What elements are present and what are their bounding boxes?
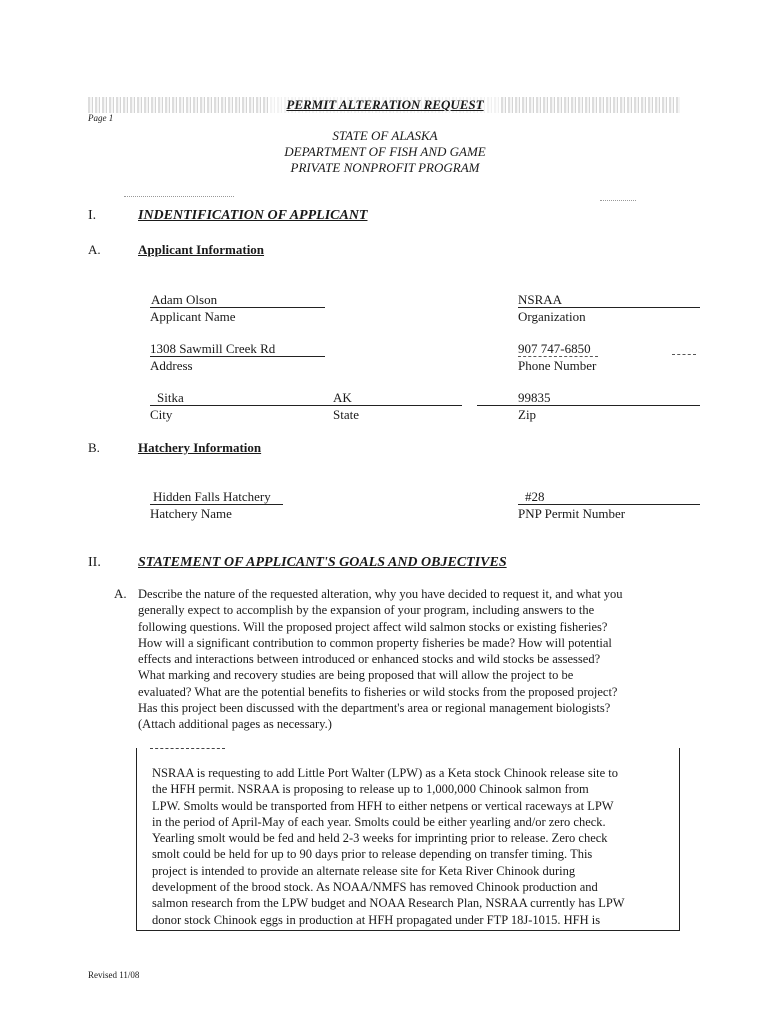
- zip-value: 99835: [518, 390, 551, 405]
- question-line: How will a significant contribution to common property fisheries be made? How will potential: [138, 635, 612, 650]
- address-label: Address: [150, 358, 193, 373]
- answer-line: LPW. Smolts would be transported from HFH to either netpens or vertical raceways at LPW: [152, 798, 614, 813]
- organization-label: Organization: [518, 309, 586, 324]
- applicant-name-line: [150, 307, 325, 308]
- question-line: (Attach additional pages as necessary.): [138, 717, 332, 732]
- hatchery-name-line: [150, 504, 283, 505]
- hatchery-name-value: Hidden Falls Hatchery: [153, 489, 271, 504]
- answer-line: in the period of April-May of each year. Smolts could be either yearling and/or zero check.: [152, 814, 606, 829]
- zip-label: Zip: [518, 407, 537, 422]
- revised-date: Revised 11/08: [88, 970, 140, 980]
- hatchery-info-heading: Hatchery Information: [138, 440, 262, 455]
- applicant-info-heading: Applicant Information: [138, 242, 265, 257]
- phone-line-tail: [672, 354, 696, 355]
- page-label: Page 1: [88, 113, 114, 123]
- section-1-title: INDENTIFICATION OF APPLICANT: [138, 208, 368, 223]
- organization-line: [518, 307, 700, 308]
- agency-line-1: STATE OF ALASKA: [332, 128, 438, 143]
- form-title: PERMIT ALTERATION REQUEST: [270, 97, 500, 113]
- permit-number-label: PNP Permit Number: [518, 506, 626, 521]
- answer-line: project is intended to provide an alternate release site for Keta River Chinook during: [152, 863, 576, 878]
- answer-box-top-mark: [150, 748, 225, 749]
- hatchery-name-label: Hatchery Name: [150, 506, 232, 521]
- organization-value: NSRAA: [518, 292, 563, 307]
- section-1a-letter: A.: [88, 242, 101, 257]
- answer-line: the HFH permit. NSRAA is proposing to release up to 1,000,000 Chinook salmon from: [152, 782, 589, 797]
- city-state-line: [150, 405, 462, 406]
- city-value: Sitka: [157, 390, 184, 405]
- question-paragraph: [138, 586, 678, 733]
- question-line: Describe the nature of the requested alteration, why you have decided to request it, and what you: [138, 587, 623, 601]
- answer-line: Yearling smolt would be fed and held 2-3 weeks for imprinting prior to release. Zero check: [152, 831, 608, 846]
- section-2a-letter: A.: [114, 586, 127, 601]
- permit-number-line: [518, 504, 700, 505]
- scan-dots-left: [124, 196, 234, 197]
- question-line: generally expect to accomplish by the expansion of your program, including answers to the: [138, 603, 595, 618]
- answer-line: development of the brood stock. As NOAA/NMFS has removed Chinook production and: [152, 880, 598, 895]
- applicant-name-value: Adam Olson: [151, 292, 218, 307]
- section-1-number: I.: [88, 208, 97, 223]
- permit-number-value: #28: [525, 489, 545, 504]
- question-line: following questions. Will the proposed project affect wild salmon stocks or existing fisheries?: [138, 619, 608, 634]
- city-label: City: [150, 407, 173, 422]
- applicant-name-label: Applicant Name: [150, 309, 236, 324]
- answer-line: NSRAA is requesting to add Little Port Walter (LPW) as a Keta stock Chinook release site to: [152, 766, 619, 780]
- agency-line-3: PRIVATE NONPROFIT PROGRAM: [290, 160, 480, 175]
- answer-text: [152, 765, 672, 928]
- question-line: What marking and recovery studies are being proposed that will allow the project to be: [138, 668, 574, 683]
- answer-line: salmon research from the LPW budget and NOAA Research Plan, NSRAA currently has LPW: [152, 896, 625, 911]
- state-label: State: [333, 407, 359, 422]
- address-value: 1308 Sawmill Creek Rd: [150, 341, 276, 356]
- section-2-title: STATEMENT OF APPLICANT'S GOALS AND OBJECTIVES: [138, 555, 507, 570]
- zip-line: [477, 405, 700, 406]
- phone-line: [518, 356, 598, 357]
- section-1b-letter: B.: [88, 440, 100, 455]
- state-value: AK: [333, 390, 352, 405]
- phone-label: Phone Number: [518, 358, 597, 373]
- question-line: Has this project been discussed with the department's area or regional management biologists?: [138, 701, 611, 716]
- answer-line: donor stock Chinook eggs in production at HFH propagated under FTP 18J-1015. HFH is: [152, 912, 601, 927]
- phone-value: 907 747-6850: [518, 341, 591, 356]
- section-2-number: II.: [88, 555, 101, 570]
- answer-line: smolt could be held for up to 90 days prior to release depending on transfer timing. This: [152, 847, 593, 862]
- question-line: evaluated? What are the potential benefits to fisheries or wild stocks from the proposed project?: [138, 684, 618, 699]
- agency-line-2: DEPARTMENT OF FISH AND GAME: [284, 144, 486, 159]
- question-line: effects and interactions between introduced or enhanced stocks and wild stocks be assessed?: [138, 652, 601, 667]
- address-line: [150, 356, 325, 357]
- scan-dots-right: [600, 200, 636, 201]
